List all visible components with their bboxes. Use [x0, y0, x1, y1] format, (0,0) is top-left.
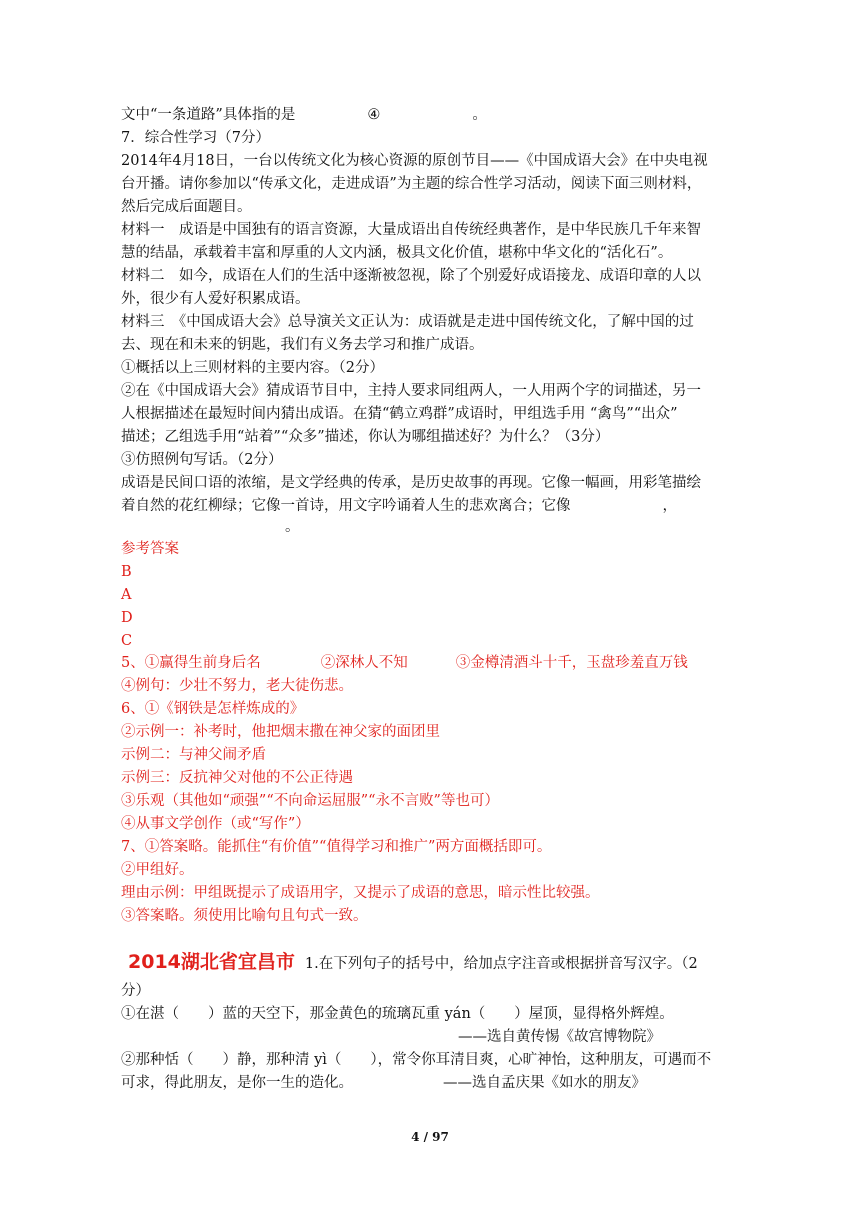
- text-span: 可求，得此朋友，是你一生的造化。: [121, 1075, 353, 1091]
- answer-line: 示例三：反抗神父对他的不公正待遇: [121, 770, 353, 786]
- answer-line: ③答案略。须使用比喻句且句式一致。: [121, 908, 368, 924]
- text-span: 着自然的花红柳绿；它像一首诗，用文字吟诵着人生的悲欢离合；它像: [121, 498, 571, 514]
- material-one-line: 材料一 成语是中国独有的语言资源，大量成语出自传统经典著作，是中华民族几千年来智: [121, 222, 701, 238]
- answer-line: 理由示例：甲组既提示了成语用字，又提示了成语的意思，暗示性比较强。: [121, 885, 600, 901]
- answer-line: ②示例一：补考时，他把烟末撒在神父家的面团里: [121, 724, 440, 740]
- answer-line: ③乐观（其他如“顽强”“不向命运屈服”“永不言败”等也可）: [121, 793, 499, 809]
- answer-line: D: [121, 610, 133, 626]
- answer-line: ④从事文学创作（或“写作”）: [121, 816, 310, 832]
- paragraph-line: 台开播。请你参加以“传承文化，走进成语”为主题的综合性学习活动，阅读下面三则材料，: [121, 176, 702, 192]
- sub-question-1: ①概括以上三则材料的主要内容。（2分）: [121, 360, 384, 376]
- answer-5-line: [121, 652, 688, 674]
- example-end: 。: [285, 519, 300, 535]
- sub-question-2-line: ②在《中国成语大会》猜成语节目中，主持人要求同组两人，一人用两个字的词描述，另一: [121, 383, 701, 399]
- answer-line: 6、①《钢铁是怎样炼成的》: [121, 701, 305, 717]
- answer-line: C: [121, 633, 133, 649]
- answer-line: ④例句：少壮不努力，老大徒伤悲。: [121, 678, 353, 694]
- answer-line: A: [121, 587, 132, 603]
- sentence-2-cont: [121, 1072, 646, 1094]
- question-7-title: 7．综合性学习（7分）: [121, 130, 270, 146]
- answer-line: ②甲组好。: [121, 862, 194, 878]
- text-span: 5、①赢得生前身后名: [121, 655, 261, 671]
- sentence-2: ②那种恬（ ）静，那种清 yì（ ），常令你耳清目爽，心旷神怡，这种朋友，可遇而不: [121, 1052, 712, 1068]
- material-three-line: 材料三 《中国成语大会》总导演关文正认为：成语就是走进中国传统文化，了解中国的过: [121, 314, 694, 330]
- source-2: ——选自孟庆果《如水的朋友》: [443, 1075, 646, 1091]
- section-title: 2014湖北省宜昌市: [128, 951, 295, 973]
- sub-question-3: ③仿照例句写话。（2分）: [121, 452, 283, 468]
- material-one-line: 慧的结晶，承载着丰富和厚重的人文内涵，极具文化价值，堪称中华文化的“活化石”。: [121, 245, 673, 261]
- text-span: ，: [662, 498, 677, 514]
- material-two-line: 外，很少有人爱好积累成语。: [121, 291, 310, 307]
- section-heading-row: [128, 947, 698, 974]
- sub-question-2-line: 人根据描述在最短时间内猜出成语。在猜“鹤立鸡群”成语时，甲组选手用 “禽鸟”“出众”: [121, 406, 678, 422]
- question-1-cont: 分）: [121, 983, 150, 999]
- answer-line: B: [121, 564, 132, 580]
- text-line: [121, 104, 487, 126]
- text-span: 。: [472, 107, 487, 123]
- paragraph-line: 2014年4月18日，一台以传统文化为核心资源的原创节目——《中国成语大会》在中央电视: [121, 153, 708, 169]
- source-1: ——选自黄传惕《故宫博物院》: [458, 1029, 661, 1045]
- example-line: 成语是民间口语的浓缩，是文学经典的传承，是历史故事的再现。它像一幅画，用彩笔描绘: [121, 475, 701, 491]
- answers-title: 参考答案: [121, 541, 179, 557]
- sentence-1: ①在湛（ ）蓝的天空下，那金黄色的琉璃瓦重 yán（ ）屋顶，显得格外辉煌。: [121, 1006, 674, 1022]
- answer-line: 示例二：与神父闹矛盾: [121, 747, 266, 763]
- question-1-text: 1.在下列句子的括号中，给加点字注音或根据拼音写汉字。（2: [304, 956, 698, 972]
- material-two-line: 材料二 如今，成语在人们的生活中逐渐被忽视，除了个别爱好成语接龙、成语印章的人以: [121, 268, 701, 284]
- answer-line: 7、①答案略。能抓住“有价值”“值得学习和推广”两方面概括即可。: [121, 839, 552, 855]
- text-span: ②深林人不知: [320, 655, 408, 671]
- text-span: ③金樽清酒斗十千，玉盘珍羞直万钱: [455, 655, 688, 671]
- sub-question-2-line: 描述；乙组选手用“站着”“众多”描述，你认为哪组描述好？为什么？（3分）: [121, 429, 610, 445]
- paragraph-line: 然后完成后面题目。: [121, 199, 252, 215]
- example-line: [121, 495, 677, 517]
- text-span: 文中“一条道路”具体指的是: [121, 107, 296, 123]
- page-number: 4 / 97: [411, 1130, 449, 1144]
- material-three-line: 去、现在和未来的钥匙，我们有义务去学习和推广成语。: [121, 337, 484, 353]
- circled-number: ④: [367, 107, 381, 123]
